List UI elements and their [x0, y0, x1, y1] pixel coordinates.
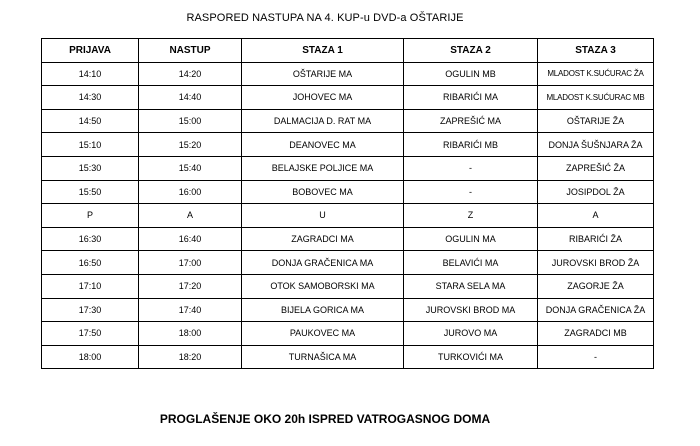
schedule-table: [41, 38, 654, 369]
table-row: [42, 156, 654, 180]
staza-3-cell: ZAPREŠIĆ ŽA: [538, 156, 654, 180]
nastup-cell: 17:20: [139, 274, 242, 298]
footer-note: PROGLAŠENJE OKO 20h ISPRED VATROGASNOG DOMA: [159, 412, 491, 426]
staza-2-cell: RIBARIĆI MB: [404, 133, 538, 157]
document-title: RASPORED NASTUPA NA 4. KUP-u DVD-a OŠTARIJE: [186, 12, 464, 24]
nastup-cell: 15:20: [139, 133, 242, 157]
table-row: [42, 133, 654, 157]
staza-2-cell: JUROVO MA: [404, 322, 538, 346]
staza-1-cell: DALMACIJA D. RAT MA: [242, 109, 404, 133]
prijava-cell: 15:10: [42, 133, 139, 157]
nastup-cell: 18:20: [139, 345, 242, 369]
header-staza-1: STAZA 1: [242, 39, 404, 63]
staza-3-cell: -: [538, 345, 654, 369]
prijava-cell: 14:10: [42, 62, 139, 86]
nastup-cell: 15:00: [139, 109, 242, 133]
nastup-cell: 17:40: [139, 298, 242, 322]
staza-3-cell: JOSIPDOL ŽA: [538, 180, 654, 204]
table-row: [42, 86, 654, 110]
prijava-cell: 14:50: [42, 109, 139, 133]
staza-3-cell: ZAGORJE ŽA: [538, 274, 654, 298]
prijava-cell: 15:30: [42, 156, 139, 180]
staza-1-cell: BELAJSKE POLJICE MA: [242, 156, 404, 180]
staza-3-cell: MLADOST K.SUĆURAC MB: [538, 86, 654, 110]
prijava-cell: 16:50: [42, 251, 139, 275]
header-staza-2: STAZA 2: [404, 39, 538, 63]
table-row: [42, 204, 654, 228]
staza-2-cell: TURKOVIĆI MA: [404, 345, 538, 369]
staza-2-cell: JUROVSKI BROD MA: [404, 298, 538, 322]
staza-3-cell: DONJA GRAČENICA ŽA: [538, 298, 654, 322]
table-row: [42, 62, 654, 86]
table-row: [42, 298, 654, 322]
prijava-cell: P: [42, 204, 139, 228]
table-row: [42, 322, 654, 346]
nastup-cell: 14:20: [139, 62, 242, 86]
prijava-cell: 16:30: [42, 227, 139, 251]
header-prijava: PRIJAVA: [42, 39, 139, 63]
header-staza-3: STAZA 3: [538, 39, 654, 63]
staza-1-cell: JOHOVEC MA: [242, 86, 404, 110]
prijava-cell: 17:10: [42, 274, 139, 298]
table-row: [42, 227, 654, 251]
staza-2-cell: BELAVIĆI MA: [404, 251, 538, 275]
nastup-cell: 17:00: [139, 251, 242, 275]
staza-1-cell: DEANOVEC MA: [242, 133, 404, 157]
staza-2-cell: -: [404, 180, 538, 204]
staza-2-cell: RIBARIĆI MA: [404, 86, 538, 110]
table-row: [42, 180, 654, 204]
nastup-cell: 18:00: [139, 322, 242, 346]
prijava-cell: 18:00: [42, 345, 139, 369]
nastup-cell: 16:40: [139, 227, 242, 251]
table-row: [42, 345, 654, 369]
staza-1-cell: OTOK SAMOBORSKI MA: [242, 274, 404, 298]
staza-3-cell: OŠTARIJE ŽA: [538, 109, 654, 133]
prijava-cell: 15:50: [42, 180, 139, 204]
staza-3-cell: RIBARIĆI ŽA: [538, 227, 654, 251]
staza-2-cell: OGULIN MB: [404, 62, 538, 86]
staza-1-cell: U: [242, 204, 404, 228]
header-nastup: NASTUP: [139, 39, 242, 63]
nastup-cell: 14:40: [139, 86, 242, 110]
nastup-cell: 16:00: [139, 180, 242, 204]
staza-1-cell: DONJA GRAČENICA MA: [242, 251, 404, 275]
staza-1-cell: TURNAŠICA MA: [242, 345, 404, 369]
staza-1-cell: ZAGRADCI MA: [242, 227, 404, 251]
staza-3-cell: A: [538, 204, 654, 228]
staza-2-cell: ZAPREŠIĆ MA: [404, 109, 538, 133]
staza-2-cell: STARA SELA MA: [404, 274, 538, 298]
table-row: [42, 274, 654, 298]
staza-3-cell: DONJA ŠUŠNJARA ŽA: [538, 133, 654, 157]
staza-3-cell: JUROVSKI BROD ŽA: [538, 251, 654, 275]
staza-3-cell: MLADOST K.SUĆURAC ŽA: [538, 62, 654, 86]
staza-2-cell: -: [404, 156, 538, 180]
nastup-cell: 15:40: [139, 156, 242, 180]
prijava-cell: 17:50: [42, 322, 139, 346]
staza-1-cell: PAUKOVEC MA: [242, 322, 404, 346]
table-row: [42, 109, 654, 133]
staza-1-cell: OŠTARIJE MA: [242, 62, 404, 86]
staza-2-cell: OGULIN MA: [404, 227, 538, 251]
table-row: [42, 251, 654, 275]
nastup-cell: A: [139, 204, 242, 228]
header-row: [42, 39, 654, 63]
prijava-cell: 17:30: [42, 298, 139, 322]
staza-1-cell: BIJELA GORICA MA: [242, 298, 404, 322]
staza-1-cell: BOBOVEC MA: [242, 180, 404, 204]
prijava-cell: 14:30: [42, 86, 139, 110]
staza-3-cell: ZAGRADCI MB: [538, 322, 654, 346]
staza-2-cell: Z: [404, 204, 538, 228]
